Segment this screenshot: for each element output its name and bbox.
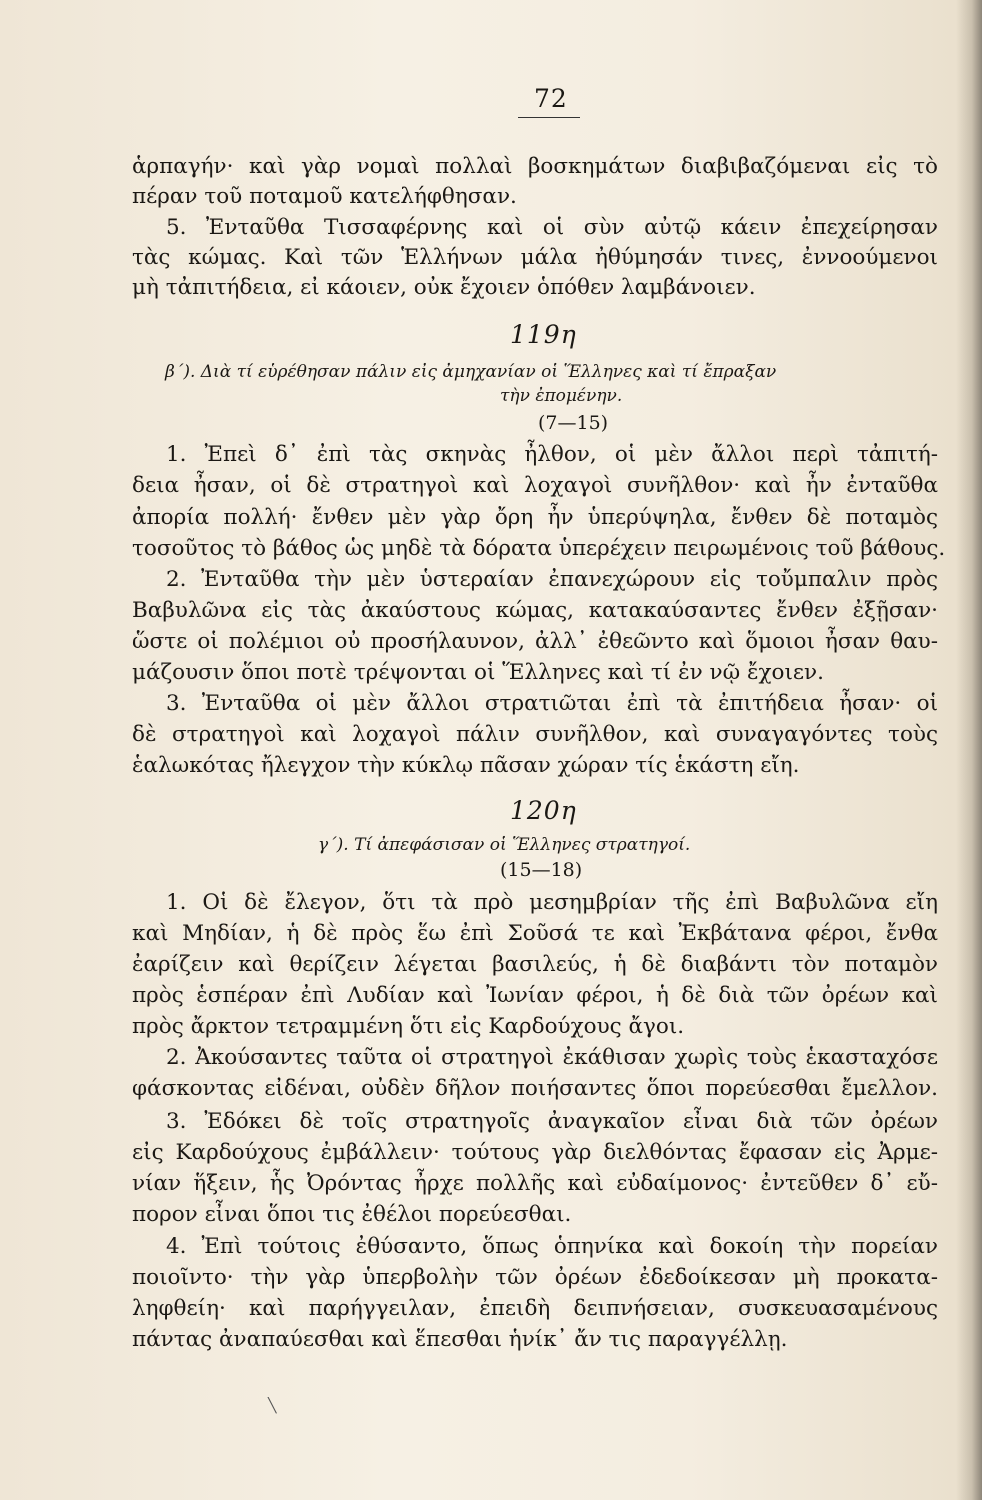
text-line: καὶ Μηδίαν, ἡ δὲ πρὸς ἕω ἐπὶ Σοῦσά τε καὶ Ἐκβάτανα φέροι, ἔνθα bbox=[132, 921, 938, 946]
page-number-underline bbox=[518, 117, 580, 118]
section-subtitle: τὴν ἐπομένην. bbox=[500, 386, 623, 406]
text-line: τοσοῦτος τὸ βάθος ὡς μηδὲ τὰ δόρατα ὑπερέχειν πειρωμένοις τοῦ βάθους. bbox=[132, 536, 946, 561]
text-line: πάντας ἀναπαύεσθαι καὶ ἕπεσθαι ἡνίκ᾽ ἄν τις παραγγέλλῃ. bbox=[132, 1327, 788, 1352]
text-line: ληφθείη· καὶ παρήγγειλαν, ἐπειδὴ δειπνήσειαν, συσκευασαμένους bbox=[132, 1296, 938, 1321]
text-line: 3. Ἐδόκει δὲ τοῖς στρατηγοῖς ἀναγκαῖον εἶναι διὰ τῶν ὀρέων bbox=[166, 1109, 938, 1134]
section-subtitle: γ΄). Τί ἀπεφάσισαν οἱ Ἕλληνες στρατηγοί. bbox=[318, 835, 691, 855]
page-edge-shadow bbox=[956, 0, 982, 1500]
text-line: δὲ στρατηγοὶ καὶ λοχαγοὶ πάλιν συνῆλθον, καὶ συναγαγόντες τοὺς bbox=[132, 722, 938, 747]
verse-range: (7—15) bbox=[538, 412, 609, 434]
text-line: 4. Ἐπὶ τούτοις ἐθύσαντο, ὅπως ὁπηνίκα καὶ δοκοίη τὴν πορείαν bbox=[166, 1234, 938, 1259]
text-line: μάζουσιν ὅποι ποτὲ τρέψονται οἱ Ἕλληνες καὶ τί ἐν νῷ ἔχοιεν. bbox=[132, 660, 824, 685]
text-line: ποιοῖντο· τὴν γὰρ ὑπερβολὴν τῶν ὀρέων ἐδεδοίκεσαν μὴ προκατα- bbox=[132, 1265, 938, 1290]
text-line: μὴ τἀπιτήδεια, εἰ κάοιεν, οὐκ ἔχοιεν ὁπόθεν λαμβάνοιεν. bbox=[132, 275, 756, 300]
text-line: πορον εἶναι ὅποι τις ἐθέλοι πορεύεσθαι. bbox=[132, 1202, 572, 1227]
text-line: ἀπορία πολλή· ἔνθεν μὲν γὰρ ὄρη ἦν ὑπερύψηλα, ἔνθεν δὲ ποταμὸς bbox=[132, 505, 938, 530]
text-line: 5. Ἐνταῦθα Τισσαφέρνης καὶ οἱ σὺν αὐτῷ κάειν ἐπεχείρησαν bbox=[166, 215, 938, 240]
text-line: φάσκοντας εἰδέναι, οὐδὲν δῆλον ποιήσαντες ὅποι πορεύεσθαι ἔμελλον. bbox=[132, 1076, 938, 1101]
text-line: 2. Ἀκούσαντες ταῦτα οἱ στρατηγοὶ ἐκάθισαν χωρὶς τοὺς ἑκασταχόσε bbox=[166, 1045, 938, 1070]
text-line: πρὸς ἑσπέραν ἐπὶ Λυδίαν καὶ Ἰωνίαν φέροι, ἡ δὲ διὰ τῶν ὀρέων καὶ bbox=[132, 983, 938, 1008]
section-number: 120η bbox=[510, 796, 577, 825]
verse-range: (15—18) bbox=[500, 859, 583, 881]
text-line: ἁρπαγήν· καὶ γὰρ νομαὶ πολλαὶ βοσκημάτων διαβιβαζόμεναι εἰς τὸ bbox=[132, 154, 938, 179]
text-line: πέραν τοῦ ποταμοῦ κατελήφθησαν. bbox=[132, 184, 517, 209]
page-number: 72 bbox=[534, 84, 568, 113]
section-number: 119η bbox=[510, 320, 577, 349]
text-line: εἰς Καρδούχους ἐμβάλλειν· τούτους γὰρ διελθόντας ἔφασαν εἰς Ἀρμε- bbox=[132, 1140, 938, 1165]
text-line: ὥστε οἱ πολέμιοι οὐ προσήλαυνον, ἀλλ᾽ ἐθεῶντο καὶ ὅμοιοι ἦσαν θαυ- bbox=[132, 629, 938, 654]
text-line: 1. Ἐπεὶ δ᾽ ἐπὶ τὰς σκηνὰς ἦλθον, οἱ μὲν ἄλλοι περὶ τἀπιτή- bbox=[166, 442, 938, 467]
text-line: δεια ἦσαν, οἱ δὲ στρατηγοὶ καὶ λοχαγοὶ συνῆλθον· καὶ ἦν ἐνταῦθα bbox=[132, 473, 938, 498]
text-line: ἐαρίζειν καὶ θερίζειν λέγεται βασιλεύς, ἡ δὲ διαβάντι τὸν ποταμὸν bbox=[132, 952, 938, 977]
text-line: ἑαλωκότας ἤλεγχον τὴν κύκλῳ πᾶσαν χώραν τίς ἑκάστη εἴη. bbox=[132, 753, 800, 778]
text-line: νίαν ἥξειν, ἧς Ὀρόντας ἦρχε πολλῆς καὶ εὐδαίμονος· ἐντεῦθεν δ᾽ εὔ- bbox=[132, 1171, 938, 1196]
text-line: 3. Ἐνταῦθα οἱ μὲν ἄλλοι στρατιῶται ἐπὶ τὰ ἐπιτήδεια ἦσαν· οἱ bbox=[166, 691, 938, 716]
text-line: πρὸς ἄρκτον τετραμμένη ὅτι εἰς Καρδούχους ἄγοι. bbox=[132, 1014, 685, 1039]
text-line: 1. Οἱ δὲ ἔλεγον, ὅτι τὰ πρὸ μεσημβρίαν τῆς ἐπὶ Βαβυλῶνα εἴη bbox=[166, 890, 938, 915]
text-line: 2. Ἐνταῦθα τὴν μὲν ὑστεραίαν ἐπανεχώρουν εἰς τοὔμπαλιν πρὸς bbox=[166, 567, 938, 592]
paper-speck: ╲ bbox=[268, 1398, 277, 1414]
text-line: τὰς κώμας. Καὶ τῶν Ἑλλήνων μάλα ἠθύμησάν τινες, ἐννοούμενοι bbox=[132, 245, 938, 270]
section-subtitle: β΄). Διὰ τί εὑρέθησαν πάλιν εἰς ἀμηχανίαν οἱ Ἕλληνες καὶ τί ἔπραξαν bbox=[165, 362, 777, 382]
text-line: Βαβυλῶνα εἰς τὰς ἀκαύστους κώμας, κατακαύσαντες ἔνθεν ἐξῇσαν· bbox=[132, 598, 938, 623]
